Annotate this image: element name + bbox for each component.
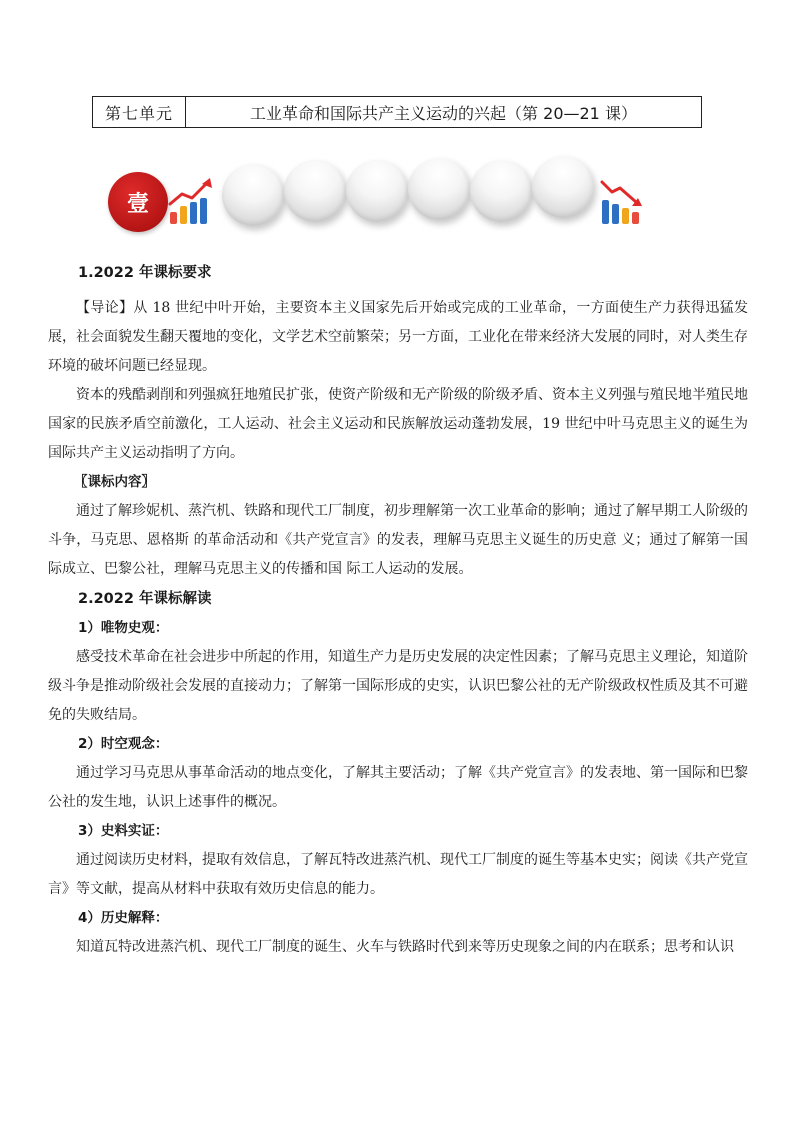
document-body [48, 258, 748, 962]
decor-circle-1 [222, 164, 284, 226]
decor-circle-5 [470, 160, 532, 222]
intro-text-1: 从 18 世纪中叶开始，主要资本主义国家先后开始或完成的工业革命，一方面使生产力获得迅猛发展，社会面貌发生翻天覆地的变化，文学艺术空前繁荣；另一方面，工业化在带来经济大发展的同时，对人类生存环境的破坏问题已经显现。 [48, 300, 749, 374]
falling-chart-icon [598, 176, 648, 226]
section-2-title: 2.2022 年课标解读 [78, 591, 212, 607]
section-badge: 壹 [108, 172, 168, 232]
decor-circle-2 [284, 160, 346, 222]
section-1-title: 1.2022 年课标要求 [78, 265, 212, 281]
intro-paragraph-2: 资本的残酷剥削和列强疯狂地殖民扩张，使资产阶级和无产阶级的阶级矛盾、资本主义列强与殖民地半殖民地国家的民族矛盾空前激化，工人运动、社会主义运动和民族解放运动蓬勃发展，19 世纪中叶马克思主义的诞生为国际共产主义运动指明了方向。 [48, 387, 748, 461]
rising-chart-icon [168, 176, 218, 226]
decor-circle-6 [532, 156, 594, 218]
section-banner [100, 150, 640, 250]
sub1-label: 1）唯物史观： [78, 620, 169, 636]
decor-circle-3 [346, 160, 408, 222]
content-label: 〖课标内容〗 [74, 474, 155, 490]
sub2-paragraph: 通过学习马克思从事革命活动的地点变化，了解其主要活动；了解《共产党宣言》的发表地、第一国际和巴黎公社的发生地，认识上述事件的概况。 [48, 765, 748, 810]
content-paragraph: 通过了解珍妮机、蒸汽机、铁路和现代工厂制度，初步理解第一次工业革命的影响；通过了解早期工人阶级的斗争，马克思、恩格斯 的革命活动和《共产党宣言》的发表，理解马克思主义诞生的历史意 义；通过了解第一国际成立、巴黎公社，理解马克思主义的传播和国 际工人运动的发展。 [48, 503, 748, 577]
sub3-paragraph: 通过阅读历史材料，提取有效信息，了解瓦特改进蒸汽机、现代工厂制度的诞生等基本史实；阅读《共产党宣言》等文献，提高从材料中获取有效历史信息的能力。 [48, 852, 748, 897]
sub1-paragraph: 感受技术革命在社会进步中所起的作用，知道生产力是历史发展的决定性因素；了解马克思主义理论，知道阶级斗争是推动阶级社会发展的直接动力；了解第一国际形成的史实，认识巴黎公社的无产阶级政权性质及其不可避免的失败结局。 [48, 649, 748, 723]
unit-title: 工业革命和国际共产主义运动的兴起（第 20—21 课） [250, 103, 637, 123]
sub4-label: 4）历史解释： [78, 910, 169, 926]
sub4-paragraph: 知道瓦特改进蒸汽机、现代工厂制度的诞生、火车与铁路时代到来等历史现象之间的内在联系；思考和认识 [76, 939, 734, 955]
unit-header-table [92, 96, 702, 128]
sub2-label: 2）时空观念： [78, 736, 169, 752]
sub3-label: 3）史料实证： [78, 823, 169, 839]
decor-circle-4 [408, 158, 470, 220]
unit-label: 第七单元 [93, 97, 186, 127]
intro-paragraph-1 [48, 294, 748, 381]
intro-label: 【导论】 [76, 300, 134, 316]
